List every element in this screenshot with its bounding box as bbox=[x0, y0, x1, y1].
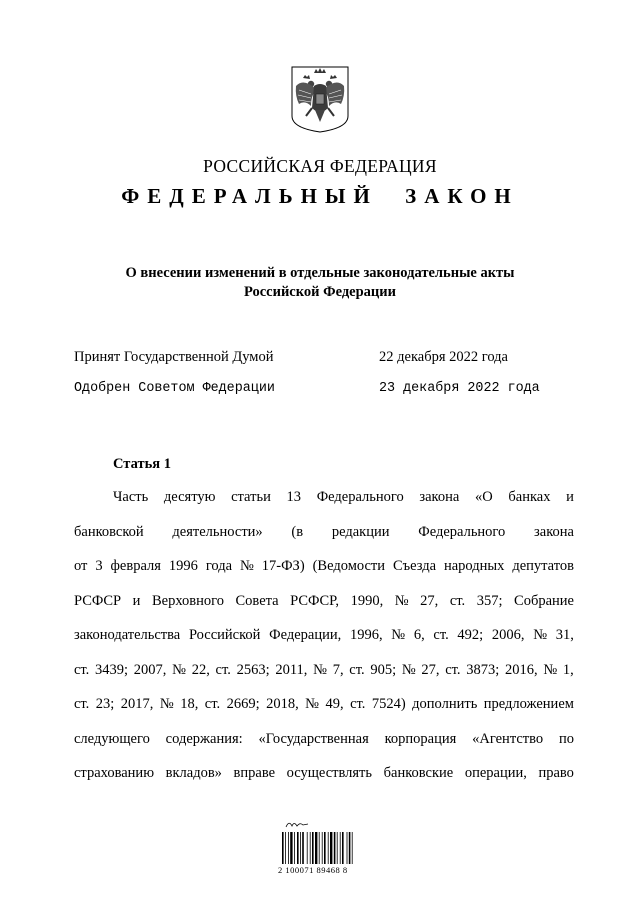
article-body-word: депутатов bbox=[512, 558, 574, 574]
article-body-word: ст. bbox=[433, 627, 449, 643]
article-body-word: 2016, bbox=[505, 661, 538, 678]
article-body-word: и bbox=[566, 489, 574, 505]
article-body-word: предложением bbox=[483, 696, 574, 712]
article-body-word: ст. bbox=[74, 696, 90, 712]
article-body-word: ст. bbox=[449, 592, 466, 609]
article-body-word: 2563; bbox=[236, 661, 270, 678]
article-body-word: «Агентство bbox=[472, 730, 544, 747]
article-body-word: 492; bbox=[457, 627, 484, 643]
article-body-word: 2011, bbox=[275, 661, 308, 678]
article-body-word: банках bbox=[508, 489, 551, 505]
article-body-line bbox=[74, 589, 574, 624]
article-body-word: Российской bbox=[188, 627, 261, 643]
article-body-word: ст. bbox=[350, 696, 366, 712]
article-body-word: 3439; bbox=[95, 661, 129, 678]
barcode-number: 2 100071 89468 8 bbox=[278, 865, 348, 875]
article-body-line bbox=[74, 623, 574, 658]
article-body-word: Верховного bbox=[151, 592, 224, 609]
article-body-word: и bbox=[132, 592, 141, 609]
article-body-line bbox=[74, 520, 574, 555]
article-body-line bbox=[74, 554, 574, 589]
article-body-word: 7, bbox=[332, 661, 344, 678]
adoption-date: 22 декабря 2022 года bbox=[379, 349, 508, 365]
article-body-word: ст. bbox=[445, 661, 461, 678]
russian-coat-of-arms-icon bbox=[289, 64, 351, 134]
article-body-word: деятельности» bbox=[172, 523, 263, 540]
article-body-word: № bbox=[239, 558, 254, 574]
article-body-word: 22, bbox=[191, 661, 210, 678]
article-body-word: 18, bbox=[180, 696, 199, 712]
document-type: ФЕДЕРАЛЬНЫЙ ЗАКОН bbox=[121, 184, 519, 208]
law-subject-line: Российской Федерации bbox=[243, 284, 396, 300]
article-body-word: следующего bbox=[74, 730, 150, 747]
article-body-word: банковские bbox=[383, 765, 454, 781]
article-body-word: (Ведомости bbox=[312, 558, 386, 574]
article-body-word: вкладов» bbox=[165, 765, 222, 781]
law-subject-line: О внесении изменений в отдельные законодательные акты bbox=[125, 265, 515, 281]
article-body-word: 2018, bbox=[266, 696, 299, 712]
article-body-word: 2669; bbox=[226, 696, 260, 712]
article-body-word: осуществлять bbox=[286, 765, 373, 781]
article-body-word: 7524) bbox=[371, 696, 406, 712]
article-body-word: (в bbox=[291, 523, 304, 540]
article-body-word: Совета bbox=[235, 592, 279, 609]
coat-of-arms-emblem bbox=[289, 64, 351, 134]
article-body-word: ст. bbox=[215, 661, 231, 678]
adoption-label: Одобрен Советом Федерации bbox=[74, 381, 275, 396]
article-body-word: РСФСР, bbox=[290, 592, 340, 609]
article-body-word: закона bbox=[419, 489, 460, 505]
article-body-word: вправе bbox=[233, 765, 276, 781]
adoption-date: 23 декабря 2022 года bbox=[379, 381, 540, 396]
article-body-word: 27, bbox=[420, 592, 439, 609]
document-barcode bbox=[278, 818, 364, 888]
article-body bbox=[74, 485, 574, 796]
article-body-word: № bbox=[391, 627, 406, 643]
article-body-word: по bbox=[558, 730, 574, 747]
article-body-word: 49, bbox=[325, 696, 344, 712]
article-body-word: 1996 bbox=[168, 558, 198, 574]
article-body-line bbox=[74, 692, 574, 727]
article-body-word: 1990, bbox=[350, 592, 384, 609]
law-subject bbox=[0, 264, 640, 302]
article-body-word: страхованию bbox=[74, 765, 155, 781]
article-body-line bbox=[74, 761, 574, 796]
article-body-word: 2007, bbox=[133, 661, 167, 678]
article-body-word: «О bbox=[474, 489, 493, 505]
article-body-word: содержания: bbox=[165, 730, 243, 747]
article-body-word: редакции bbox=[331, 523, 390, 540]
article-body-word: народных bbox=[443, 558, 505, 574]
article-body-word: Федерации, bbox=[269, 627, 342, 643]
article-body-word: от bbox=[74, 558, 88, 574]
adoption-label: Принят Государственной Думой bbox=[74, 349, 274, 365]
article-body-line bbox=[74, 658, 574, 693]
article-body-word: РСФСР bbox=[74, 592, 122, 609]
article-body-word: 1, bbox=[562, 661, 574, 678]
article-body-word: 2017, bbox=[120, 696, 154, 712]
article-body-word: Федерального bbox=[316, 489, 404, 505]
article-body-word: 17-ФЗ) bbox=[261, 558, 305, 574]
article-body-word: статьи bbox=[231, 489, 271, 505]
article-body-word: десятую bbox=[163, 489, 216, 505]
article-body-word: № bbox=[533, 627, 548, 643]
article-body-word: Часть bbox=[113, 489, 149, 505]
article-body-word: банковской bbox=[74, 523, 144, 540]
article-body-word: 905; bbox=[370, 661, 397, 678]
country-name: РОССИЙСКАЯ ФЕДЕРАЦИЯ bbox=[203, 156, 437, 176]
article-body-word: закона bbox=[534, 523, 574, 540]
article-heading: Статья 1 bbox=[113, 456, 171, 472]
article-body-word: ст. bbox=[349, 661, 365, 678]
article-body-word: № bbox=[401, 661, 416, 678]
article-body-word: корпорация bbox=[384, 730, 457, 747]
article-body-word: 3873; bbox=[466, 661, 500, 678]
article-body-word: 31, bbox=[555, 627, 574, 643]
article-body-word: Собрание bbox=[514, 592, 574, 609]
article-body-word: 13 bbox=[286, 489, 302, 505]
article-body-word: «Государственная bbox=[258, 730, 369, 747]
article-body-word: ст. bbox=[204, 696, 221, 712]
barcode-icon bbox=[282, 832, 360, 864]
article-body-word: года bbox=[205, 558, 233, 574]
article-body-line bbox=[74, 727, 574, 762]
article-body-word: 6, bbox=[413, 627, 425, 643]
article-body-word: февраля bbox=[110, 558, 161, 574]
article-body-word: 23; bbox=[95, 696, 115, 712]
article-body-word: право bbox=[538, 765, 574, 781]
article-body-word: операции, bbox=[464, 765, 527, 781]
article-body-word: дополнить bbox=[412, 696, 478, 712]
handwritten-mark-icon bbox=[284, 818, 310, 830]
article-body-word: 27, bbox=[421, 661, 440, 678]
article-body-word: Федерального bbox=[418, 523, 506, 540]
article-body-word: 1996, bbox=[349, 627, 383, 643]
article-body-word: Съезда bbox=[392, 558, 437, 574]
article-body-word: 2006, bbox=[491, 627, 525, 643]
article-body-word: № bbox=[313, 661, 327, 678]
article-body-line bbox=[74, 485, 574, 520]
article-body-word: № bbox=[305, 696, 319, 712]
article-body-word: 3 bbox=[95, 558, 103, 574]
article-body-word: № bbox=[159, 696, 174, 712]
article-body-word: № bbox=[394, 592, 409, 609]
article-body-word: № bbox=[543, 661, 558, 678]
article-body-word: № bbox=[172, 661, 186, 678]
article-body-word: ст. bbox=[74, 661, 90, 678]
article-body-word: 357; bbox=[476, 592, 503, 609]
article-body-word: законодательства bbox=[74, 627, 181, 643]
